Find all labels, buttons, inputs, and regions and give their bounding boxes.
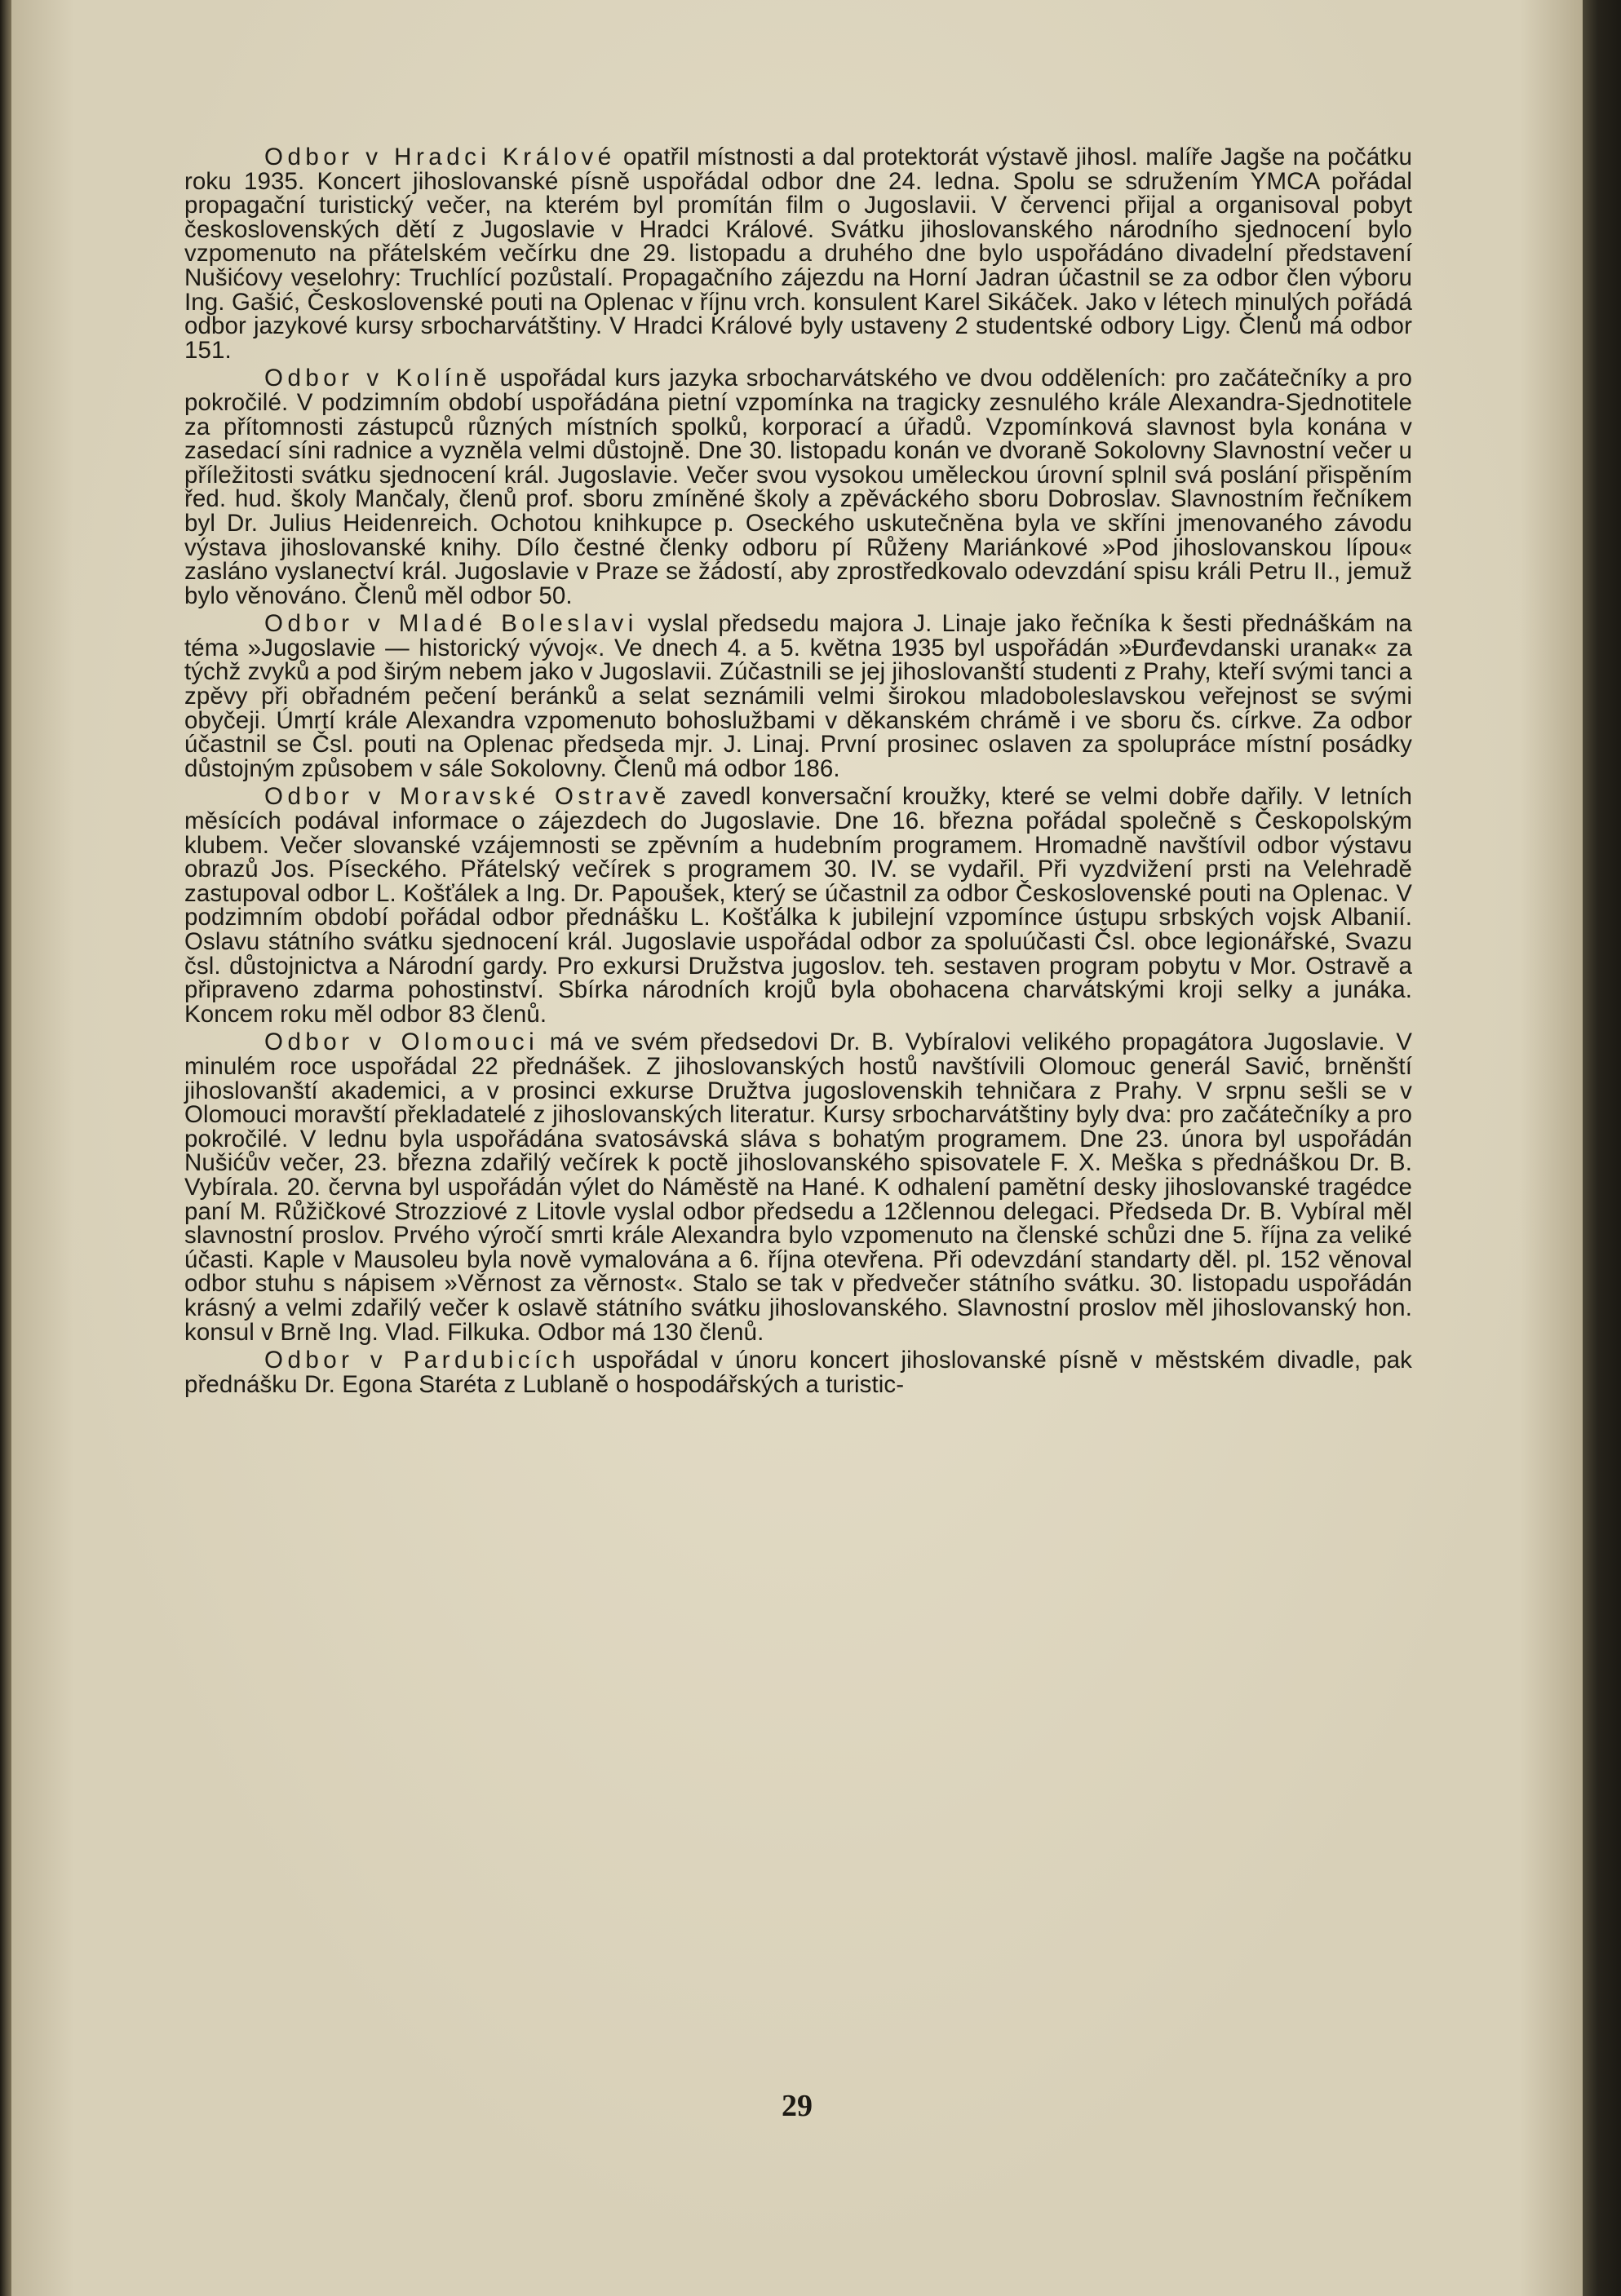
branch-name: Odbor v Pardubicích	[264, 1347, 580, 1374]
paragraph-text: má ve svém předsedovi Dr. B. Vybíralovi velikého propagátora Jugoslavie. V minulém roce uspořádal 22 přednášek. Z jihoslovanských hostů navštívili Olomouc generál Savić, brněnští jihoslovanští akademici, a v prosinci exkurse Družtva jugoslovenskih tehničara z Prahy. V srpnu sešli se v Olomouci moravští překladatelé z jihoslovanských literatur. Kursy srbocharvátštiny byly dva: pro začátečníky a pro pokročilé. V lednu byla uspořádána svatosávská sláva s bohatým programem. Dne 23. února byl uspořádán Nušićův večer, 23. března zdařilý večírek k poctě jihoslovanského spisovatele F. X. Meška s přednáškou Dr. B. Vybírala. 20. června byl uspořádán výlet do Náměstě na Hané. K odhalení pamětní desky jihoslovanské tragédce paní M. Růžičkové Strozziové z Litovle vyslal odbor předsedu a 12člennou delegaci. Předseda Dr. B. Vybíral měl slavnostní proslov. Prvého výročí smrti krále Alexandra bylo vzpomenuto na členské schůzi dne 5. října za veliké účasti. Kaple v Mausoleu byla nově vymalována a 6. října otevřena. Při odevzdání standarty děl. pl. 152 věnoval odbor stuhu s nápisem »Věrnost za věrnost«. Stalo se tak v předvečer státního svátku. 30. listopadu uspořádán krásný a velmi zdařilý večer k oslavě státního svátku jihoslovanského. Slavnostní proslov měl jihoslovanský hon. konsul v Brně Ing. Vlad. Filkuka. Odbor má 130 členů.	[184, 1029, 1412, 1346]
paragraph-mlada-boleslav	[184, 612, 1412, 781]
paragraph-text: zavedl konversační kroužky, které se velmi dobře dařily. V letních měsících podával informace o zájezdech do Jugoslavie. Dne 16. března pořádal společně s Českopolským klubem. Večer slovanské vzájemnosti se zpěvním a hudebním programem. Hromadně navštívil odbor výstavu obrazů Jos. Píseckého. Přátelský večírek s programem 30. IV. se vydařil. Při vyzdvižení prsti na Velehradě zastupoval odbor L. Košťálek a Ing. Dr. Papoušek, který se účastnil za odbor Československé pouti na Oplenac. V podzimním období pořádal odbor přednášku L. Košťálka k jubilejní vzpomínce ústupu srbských vojsk Albanií. Oslavu státního svátku sjednocení král. Jugoslavie uspořádal odbor za spoluúčasti Čsl. obce legionářské, Svazu čsl. důstojnictva a Národní gardy. Pro exkursi Družstva jugoslov. teh. sestaven program pobytu v Mor. Ostravě a připraveno zdarma pohostinství. Sbírka národních krojů byla obohacena charvátskými kroji selky a junáka. Koncem roku měl odbor 83 členů.	[184, 783, 1412, 1028]
branch-name: Odbor v Olomouci	[264, 1029, 539, 1056]
paragraph-kolin	[184, 366, 1412, 608]
branch-name: Odbor v Moravské Ostravě	[264, 783, 671, 811]
paragraph-text: vyslal předsedu majora J. Linaje jako řečníka k šesti přednáškám na téma »Jugoslavie — historický vývoj«. Ve dnech 4. a 5. května 1935 byl uspořádán »Đurđevdanski uranak« za týchž zvyků a pod širým nebem jako v Jugoslavii. Zúčastnili se jej jihoslovanští studenti z Prahy, kteří svými tanci a zpěvy při obřadném pečení beránků a selat seznámili velmi širokou mladoboleslavskou veřejnost se svými obyčeji. Úmrtí krále Alexandra vzpomenuto bohoslužbami v děkanském chrámě i ve sboru čs. církve. Za odbor účastnil se Čsl. pouti na Oplenac předseda mjr. J. Linaj. První prosinec oslaven za spolupráce místní posádky důstojným způsobem v sále Sokolovny. Členů má odbor 186.	[184, 610, 1413, 782]
paragraph-olomouc	[184, 1030, 1412, 1344]
page-edge-shadow	[1583, 0, 1621, 2296]
paragraph-text: uspořádal v únoru koncert jihoslovanské písně v městském divadle, pak přednášku Dr. Egona Staréta z Lublaně o hospodářských a turistic-	[184, 1347, 1412, 1398]
document-page	[11, 0, 1583, 2296]
paragraph-moravska-ostrava	[184, 785, 1412, 1026]
page-number: 29	[782, 2089, 813, 2123]
book-spine-shadow	[0, 0, 11, 2296]
branch-name: Odbor v Kolíně	[264, 365, 492, 392]
branch-name: Odbor v Hradci Králové	[264, 144, 616, 170]
paragraph-pardubice	[184, 1348, 1412, 1396]
paragraph-text: opatřil místnosti a dal protektorát výstavě jihosl. malíře Jagše na počátku roku 1935. Koncert jihoslovanské písně uspořádal odbor dne 24. ledna. Spolu se sdružením YMCA pořádal propagační turistický večer, na kterém byl promítán film o Jugoslavii. V červenci přijal a organisoval pobyt československých dětí z Jugoslavie v Hradci Králové. Svátku jihoslovanského národního sjednocení bylo vzpomenuto na přátelském večírku dne 29. listopadu a druhého dne bylo uspořádáno divadelní představení Nušićovy veselohry: Truchlící pozůstalí. Propagačního zájezdu na Horní Jadran účastnil se za odbor člen výboru Ing. Gašić, Československé pouti na Oplenac v říjnu vrch. konsulent Karel Sikáček. Jako v létech minulých pořádá odbor jazykové kursy srbocharvátštiny. V Hradci Králové byly ustaveny 2 studentské odbory Ligy. Členů má odbor 151.	[184, 144, 1412, 364]
branch-name: Odbor v Mladé Boleslavi	[264, 610, 638, 638]
body-text	[184, 145, 1412, 1400]
paragraph-text: uspořádal kurs jazyka srbocharvátského ve dvou odděleních: pro začátečníky a pro pokročilé. V podzimním období uspořádána pietní vzpomínka na tragicky zesnulého krále Alexandra-Sjednotitele za přítomnosti zástupců různých místních spolků, korporací a úřadů. Vzpomínková slavnost byla konána v zasedací síni radnice a vyzněla velmi důstojně. Dne 30. listopadu konán ve dvoraně Sokolovny Slavnostní večer u příležitosti svátku sjednocení král. Jugoslavie. Večer svou vysokou uměleckou úrovní splnil svá poslání přispěním řed. hud. školy Mančaly, členů prof. sboru zmíněné školy a zpěváckého sboru Dobroslav. Slavnostním řečníkem byl Dr. Julius Heidenreich. Ochotou knihkupce p. Oseckého uskutečněna byla ve skříni jmenovaného závodu výstava jihoslovanské knihy. Dílo čestné členky odboru pí Růženy Mariánkové »Pod jihoslovanskou lípou« zasláno vyslanectví král. Jugoslavie v Praze se žádostí, aby zprostředkovalo odevzdání spisu králi Petru II., jemuž bylo věnováno. Členů měl odbor 50.	[184, 365, 1412, 609]
paragraph-hradec-kralove	[184, 145, 1412, 362]
